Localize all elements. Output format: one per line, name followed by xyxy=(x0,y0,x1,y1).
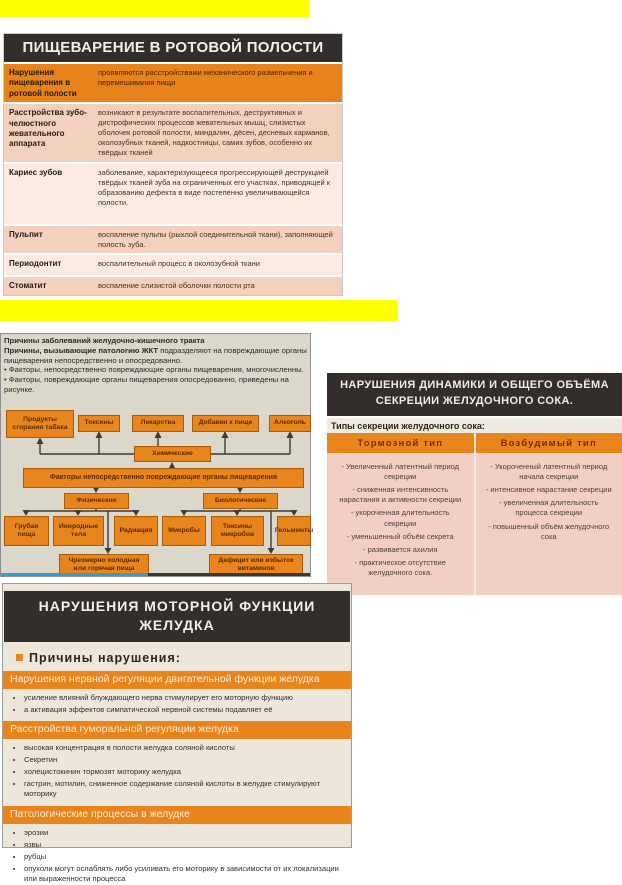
slide-title xyxy=(327,373,622,416)
table-term: Расстройства зубо-челюстного жевательного аппарата xyxy=(4,104,92,162)
flow-box-cold-food: Чрезмерно холодная или горячая пища xyxy=(59,554,149,576)
definition-table xyxy=(4,64,342,295)
table-term: Стоматит xyxy=(4,277,92,295)
section-band-pathological: Патологические процессы в желудке xyxy=(3,806,351,824)
list-item: - увеличенная длительность процесса секреции xyxy=(483,498,616,518)
section-band-nervous: Нарушения нервной регуляции двигательной функции желудка xyxy=(3,671,351,689)
bullet-item: • а активация эффектов симпатической нервной системы подавляет её xyxy=(24,705,351,716)
column-header-inhibitory: Тормозной тип xyxy=(327,433,474,453)
bullet-item: • высокая концентрация в полости желудка соляной кислоты xyxy=(24,743,351,754)
bullet-item: • холецистокинин тормозят моторику желудка xyxy=(24,767,351,778)
slide-gi-causes-flowchart xyxy=(0,333,311,577)
slide-title xyxy=(4,591,350,642)
lead-bold: Причины, вызывающие патологию ЖКТ xyxy=(4,346,158,355)
flow-box-foreign-bodies: Инородные тела xyxy=(53,516,104,546)
table-term: Кариес зубов xyxy=(4,164,92,224)
title-line: ЖЕЛУДКА xyxy=(14,616,340,635)
flowchart xyxy=(1,334,312,578)
table-definition: проявляются расстройствами механического размельчения и перемешивания пищи xyxy=(92,64,342,102)
list-item: - укороченная длительность секреции xyxy=(334,508,467,528)
bullet-item: • язвы xyxy=(24,840,351,851)
bullet-item: • опухоли могут ослаблять либо усиливать его моторику в зависимости от их локализации или выраженности процесса xyxy=(24,864,351,885)
flow-box-toxins: Токсины xyxy=(78,415,120,432)
bullet-line: • Факторы, повреждающие органы пищеварения опосредованно, приведены на рисунке. xyxy=(4,375,307,395)
slide-gastric-secretion xyxy=(327,373,622,595)
flow-box-chemical: Химические xyxy=(134,446,211,462)
table-row xyxy=(4,226,342,253)
list-item: - Укороченный латентный период начала секреции xyxy=(483,462,616,482)
flow-box-rough-food: Грубая пища xyxy=(4,516,49,546)
flow-box-radiation: Радиация xyxy=(114,516,158,546)
list-item: - интенсивное нарастание секреции xyxy=(483,485,616,495)
flow-box-vitamins: Дефицит или избыток витаминов xyxy=(209,554,303,576)
table-definition: возникают в результате воспалительных, деструктивных и дистрофических процессов жевательных мышц, слизистых оболочек ротовой полости, миндалин, дёсен, десневых карманов, околозубных тканей, надкостницы, самих зубов, особенно их твёрдых тканей xyxy=(92,104,342,162)
bullet-list xyxy=(3,743,351,800)
bullet-item: • усиление влияний блуждающего нерва стимулирует его моторную функцию xyxy=(24,693,351,704)
table-term: Нарушения пищеварения в ротовой полости xyxy=(4,64,92,102)
flow-box-alcohol: Алкоголь xyxy=(269,415,311,432)
column-header-excitable: Возбудимый тип xyxy=(476,433,622,453)
flow-box-microbe-toxins: Токсины микробов xyxy=(211,516,264,546)
list-item: - уменьшенный объём секрета xyxy=(334,532,467,542)
dark-underline xyxy=(148,573,310,576)
bullet-list xyxy=(3,693,351,716)
slide-oral-digestion xyxy=(3,33,343,296)
bullet-item: • рубцы xyxy=(24,852,351,863)
bullet-item: • Секретин xyxy=(24,755,351,766)
panel-subtitle: Типы секреции желудочного сока: xyxy=(327,418,622,433)
flow-box-physical: Физические xyxy=(64,493,129,509)
bullet-list xyxy=(3,828,351,885)
column-headers xyxy=(327,433,622,453)
slide-motor-function xyxy=(2,583,352,848)
slide-heading: Причины заболеваний желудочно-кишечного тракта xyxy=(4,336,307,346)
table-row xyxy=(4,64,342,102)
bullet-item: • эрозии xyxy=(24,828,351,839)
title-line: НАРУШЕНИЯ ДИНАМИКИ И ОБЩЕГО ОБЪЁМА xyxy=(329,378,620,394)
table-definition: заболевание, характеризующееся прогрессирующей деструкцией твёрдых тканей зуба на ограниченных его участках, приводящей к образованию дефекта в виде постепенно увеличивающейся полости. xyxy=(92,164,342,224)
flow-box-central: Факторы непосредственно повреждающие органы пищеварения xyxy=(23,468,304,488)
bullet-item: • гастрин, мотилин, сниженное содержание соляной кислоты в желудке стимулируют моторику xyxy=(24,779,351,801)
causes-heading-row xyxy=(16,651,351,665)
list-item: - практическое отсутствие желудочного сока. xyxy=(334,558,467,578)
table-row xyxy=(4,255,342,275)
table-row xyxy=(4,164,342,224)
lead-rest: подразделяют на повреждающие органы пищеварения непосредственно и опосредованно. xyxy=(4,346,307,365)
flow-box-microbes: Микробы xyxy=(162,516,206,546)
table-row xyxy=(4,104,342,162)
yellow-highlight-bar-middle xyxy=(0,300,398,321)
flow-box-tobacco: Продукты сгорания табака xyxy=(6,410,74,438)
list-item: - повышенный объём желудочного сока xyxy=(483,522,616,542)
flow-box-drugs: Лекарства xyxy=(132,415,184,432)
bullet-line: • Факторы, непосредственно повреждающие органы пищеварения, многочисленны. xyxy=(4,365,307,375)
list-item: - развивается ахилия xyxy=(334,545,467,555)
blue-underline xyxy=(1,573,148,576)
table-term: Пульпит xyxy=(4,226,92,253)
section-band-humoral: Расстройства гуморальной регуляции желудка xyxy=(3,721,351,739)
title-line: СЕКРЕЦИИ ЖЕЛУДОЧНОГО СОКА. xyxy=(329,394,620,410)
excitable-list xyxy=(476,453,622,595)
column-body xyxy=(327,453,622,595)
flow-box-biological: Биологические xyxy=(203,493,278,509)
list-item: - Увеличенный латентный период секреции xyxy=(334,462,467,482)
table-row xyxy=(4,277,342,295)
yellow-highlight-bar-top xyxy=(0,0,310,17)
title-line: НАРУШЕНИЯ МОТОРНОЙ ФУНКЦИИ xyxy=(14,597,340,616)
inhibitory-list xyxy=(327,453,474,595)
table-definition: воспаление слизистой оболочки полости рта xyxy=(92,277,342,295)
slide-title: ПИЩЕВАРЕНИЕ В РОТОВОЙ ПОЛОСТИ xyxy=(4,34,342,64)
causes-heading: Причины нарушения: xyxy=(29,651,181,665)
list-item: - сниженная интенсивность нарастания и активности секреции xyxy=(334,485,467,505)
table-definition: воспаление пульпы (рыхлой соединительной ткани), заполняющей полость зуба. xyxy=(92,226,342,253)
flow-box-additives: Добавки к пище xyxy=(192,415,259,432)
table-definition: воспалительный процесс в околозубной ткани xyxy=(92,255,342,275)
square-bullet-icon xyxy=(16,654,23,661)
flow-box-helminths: Гельминты xyxy=(277,516,311,546)
table-term: Периодонтит xyxy=(4,255,92,275)
